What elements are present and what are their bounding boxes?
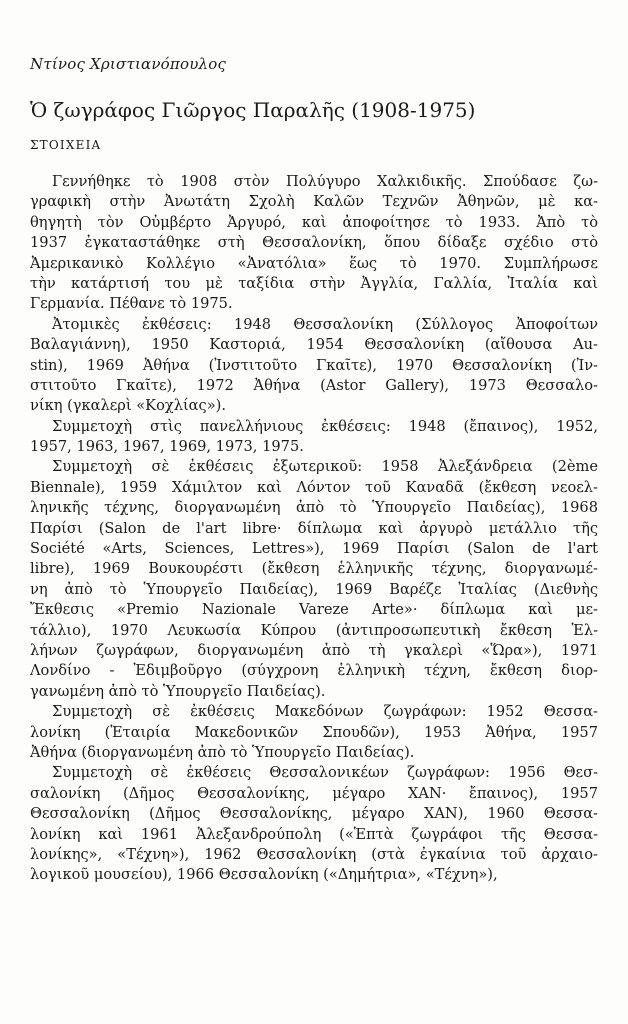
- paragraph-line: Συμμετοχὴ σὲ ἐκθέσεις Θεσσαλονικέων ζωγράφων: 1956 Θεσ-: [52, 764, 598, 782]
- paragraph-line: Λονδίνο - Ἐδιμβοῦργο (σύγχρονη ἑλληνικὴ τέχνη, ἔκθεση διορ-: [30, 662, 598, 680]
- paragraph-line: Συμμετοχὴ σὲ ἐκθέσεις Μακεδόνων ζωγράφων: 1952 Θεσσα-: [52, 703, 598, 721]
- paragraph-line: Παρίσι (Salon de l'art libre· δίπλωμα καὶ ἀργυρὸ μετάλλιο τῆς: [30, 519, 598, 537]
- paragraph-line: libre), 1969 Βουκουρέστι (ἔκθεση ἑλληνικῆς τέχνης, διοργανωμέ-: [30, 560, 598, 578]
- author-name: Ντίνος Χριστιανόπουλος: [30, 55, 227, 73]
- paragraph-line: λονίκη καὶ 1961 Ἀλεξανδρούπολη («Ἑπτὰ ζωγράφοι τῆς Θεσσα-: [30, 825, 598, 843]
- paragraph-line: γραφικὴ στὴν Ἀνωτάτη Σχολὴ Καλῶν Τεχνῶν Ἀθηνῶν, μὲ κα-: [30, 193, 598, 211]
- paragraph-line: τάλλιο), 1970 Λευκωσία Κύπρου (ἀντιπροσωπευτικὴ ἔκθεση Ἑλ-: [30, 621, 598, 639]
- paragraph-line: νη ἀπὸ τὸ Ὑπουργεῖο Παιδείας), 1969 Βαρέζε Ἰταλίας (Διεθνὴς: [30, 580, 598, 598]
- paragraph-line: Συμμετοχὴ στὶς πανελλήνιους ἐκθέσεις: 1948 (ἔπαινος), 1952,: [52, 417, 598, 435]
- paragraph-line: Ἀτομικὲς ἐκθέσεις: 1948 Θεσσαλονίκη (Σύλλογος Ἀποφοίτων: [52, 315, 598, 333]
- paragraph-line: Société «Arts, Sciences, Lettres»), 1969 Παρίσι (Salon de l'art: [30, 540, 598, 558]
- article-title: Ὁ ζωγράφος Γιῶργος Παραλῆς (1908-1975): [30, 98, 476, 122]
- paragraph-line: Ἀθήνα (διοργανωμένη ἀπὸ τὸ Ὑπουργεῖο Παιδείας).: [30, 743, 415, 761]
- paragraph-line: Γερμανία. Πέθανε τὸ 1975.: [30, 295, 233, 313]
- paragraph-line: 1937 ἐγκαταστάθηκε στὴ Θεσσαλονίκη, ὅπου δίδαξε σχέδιο στὸ: [30, 234, 598, 252]
- paragraph-line: λονίκη (Ἑταιρία Μακεδονικῶν Σπουδῶν), 1953 Ἀθήνα, 1957: [30, 723, 598, 741]
- paragraph-line: Συμμετοχὴ σὲ ἐκθέσεις ἐξωτερικοῦ: 1958 Ἀλεξάνδρεια (2ème: [52, 458, 598, 476]
- paragraph-line: στιτοῦτο Γκαῖτε), 1972 Ἀθήνα (Astor Gallery), 1973 Θεσσαλο-: [30, 376, 598, 394]
- paragraph-line: Θεσσαλονίκη (Δῆμος Θεσσαλονίκης, μέγαρο ΧΑΝ), 1960 Θεσσα-: [30, 805, 598, 823]
- paragraph-line: λήνων ζωγράφων, διοργανωμένη ἀπὸ τὴ γκαλερὶ «Ὥρα»), 1971: [30, 641, 598, 659]
- paragraph-line: 1957, 1963, 1967, 1969, 1973, 1975.: [30, 438, 304, 456]
- paragraph-line: λονίκης», «Τέχνη»), 1962 Θεσσαλονίκη (στὰ ἐγκαίνια τοῦ ἀρχαιο-: [30, 845, 598, 863]
- paragraph-line: Ἀμερικανικὸ Κολλέγιο «Ἀνατόλια» ἕως τὸ 1970. Συμπλήρωσε: [30, 254, 598, 272]
- section-heading: ΣΤΟΙΧΕΙΑ: [30, 138, 102, 152]
- paragraph-line: θηγητὴ τὸν Οὐμβέρτο Ἀργυρό, καὶ ἀποφοίτησε τὸ 1933. Ἀπὸ τὸ: [30, 213, 598, 231]
- paragraph-line: σαλονίκη (Δῆμος Θεσσαλονίκης, μέγαρο ΧΑΝ· ἔπαινος), 1957: [30, 784, 598, 802]
- paragraph-line: Βαλαγιάννη), 1950 Καστοριά, 1954 Θεσσαλονίκη (αἴθουσα Au-: [30, 336, 598, 354]
- paragraph-line: Γεννήθηκε τὸ 1908 στὸν Πολύγυρο Χαλκιδικῆς. Σπούδασε ζω-: [52, 173, 598, 190]
- paragraph-line: νίκη (γκαλερὶ «Κοχλίας»).: [30, 397, 226, 415]
- paragraph-line: Ἔκθεσις «Premio Nazionale Vareze Arte»· δίπλωμα καὶ με-: [30, 601, 598, 619]
- article-body: [30, 172, 598, 886]
- paragraph-line: γανωμένη ἀπὸ τὸ Ὑπουργεῖο Παιδείας).: [30, 682, 326, 700]
- paragraph-line: ληνικῆς τέχνης, διοργανωμένη ἀπὸ τὸ Ὑπουργεῖο Παιδείας), 1968: [30, 499, 598, 517]
- paragraph-line: stin), 1969 Ἀθήνα (Ἰνστιτοῦτο Γκαῖτε), 1970 Θεσσαλονίκη (Ἰν-: [30, 356, 598, 374]
- paragraph-line: τὴν κατάρτισή του μὲ ταξίδια στὴν Ἀγγλία, Γαλλία, Ἰταλία καὶ: [30, 274, 598, 292]
- paragraph-line: Biennale), 1959 Χάμιλτον καὶ Λόντον τοῦ Καναδᾶ (ἔκθεση νεοελ-: [30, 478, 598, 496]
- paragraph-line: λογικοῦ μουσείου), 1966 Θεσσαλονίκη («Δημήτρια», «Τέχνη»),: [30, 866, 498, 884]
